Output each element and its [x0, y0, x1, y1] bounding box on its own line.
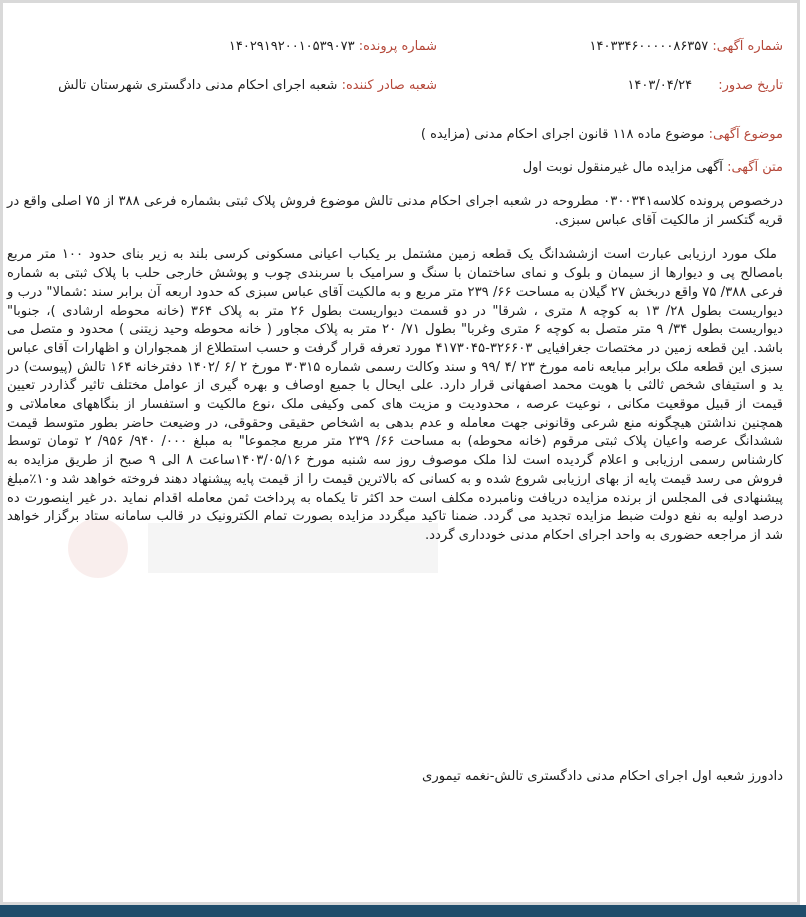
subject-value: موضوع ماده ۱۱۸ قانون اجرای احکام مدنی (مزایده )	[420, 127, 705, 142]
body-paragraph-1: درخصوص پرونده کلاسه۰۳۰۰۳۴۱ مطروحه در شعبه اجرای احکام مدنی تالش موضوع فروش پلاک ثبتی بشماره فرعی ۳۸۸ از ۷۵ اصلی واقع در قریه گتکسر از مالکیت آقای عباس سبزی.	[7, 194, 783, 228]
bottom-bar	[0, 905, 806, 917]
case-number-label: شماره پرونده:	[358, 39, 437, 54]
ad-text-field	[523, 160, 783, 175]
subject-label: موضوع آگهی:	[708, 127, 783, 142]
subject-field	[421, 127, 783, 142]
issue-date-field	[627, 78, 783, 93]
issuer-label: شعبه صادر کننده:	[341, 78, 437, 93]
issuer-field	[58, 78, 437, 93]
issue-date-label: تاریخ صدور:	[718, 78, 783, 93]
issue-date-value: ۱۴۰۳/۰۴/۲۴	[627, 78, 693, 93]
ad-number-label: شماره آگهی:	[712, 39, 783, 54]
notice-body	[7, 193, 783, 546]
case-number-value: ۱۴۰۲۹۱۹۲۰۰۱۰۵۳۹۰۷۳	[228, 39, 355, 54]
ad-text-value: آگهی مزایده مال غیرمنقول نوبت اول	[522, 160, 723, 175]
case-number-field	[229, 39, 437, 54]
issuer-value: شعبه اجرای احکام مدنی دادگستری شهرستان تالش	[58, 78, 338, 93]
ad-number-value: ۱۴۰۳۳۴۶۰۰۰۰۰۸۶۳۵۷	[589, 39, 709, 54]
ad-text-label: متن آگهی:	[727, 160, 783, 175]
body-paragraph-2: ملک مورد ارزیابی عبارت است ازششدانگ یک قطعه زمین مشتمل بر یکباب اعیانی مسکونی کرسی بلند به زیر بنای حدود ۱۰۰ متر مربع بامصالح پی و دیوارها از سیمان و بلوک و نمای ساختمان با سنگ و سرامیک با سربندی چوب و پوشش خارجی حلب با پلاک ثبتی به شماره فرعی ۳۸۸/ ۷۵ واقع دربخش ۲۷ گیلان به مساحت ۶۶/ ۲۳۹ متر مربع و به مالکیت آقای عباس سبزی که حدود اربعه آن برابر سند :شمالا" درب و دیواریست بطول ۲۸/ ۱۳ به کوچه ۸ متری ، شرقا" در دو قسمت دیواریست بطول ۲۶ متر به پلاک ۳۶۴ (خانه محوطه ارشادی )، جنوبا" دیواریست بطول ۳۴/ ۹ متر متصل به کوچه ۶ متری وغربا" بطول ۷۱/ ۲۰ متر به پلاک مجاور ( خانه محوطه وحید زیتنی ) محدود و متصل می باشد. این قطعه زمین در مختصات جغرافیایی ۳۲۶۶۰۳-۴۱۷۳۰۴۵ مورد تعرفه قرار گرفت و حسب استطلاع از همجواران و اظهارات آقای عباس سبزی این قطعه ملک برابر مبایعه نامه مورخ ۲۳ /۴ /۹۹ و سند وکالت رسمی شماره ۳۰۳۱۵ مورخ ۲ /۶ /۱۴۰۲ دفترخانه ۱۶۴ تالش (پیوست) در ید و استیفای شخص ثالثی با هویت محمد اصفهانی قرار دارد. علی ایحال با جمیع اوصاف و بهره گیری از عوامل مختلف تاثیر گذاردر تعیین قیمت از قبیل موقعیت مکانی ، نوعیت عرصه ، محدودیت و مزیت های کمی وکیفی ملک ،نوع مالکیت و استفسار از بنگاههای معاملاتی و همچنین نداشتن هیچگونه منع شرعی وقانونی جهت معامله و عدم بدهی به اشخاص حقیقی وحقوقی، در وضیعت حاضر بطور متوسط قیمت ششدانگ عرصه واعیان پلاک ثبتی مرقوم (خانه محوطه) به مساحت ۶۶/ ۲۳۹ متر مربع مجموعا" به مبلغ ۰۰۰/ ۹۴۰/ ۹۵۶/ ۲ تومان توسط کارشناس رسمی ارزیابی و اعلام گردیده است لذا ملک موصوف روز سه شنبه مورخ ۱۴۰۳/۰۵/۱۶ساعت ۸ الی ۹ صبح از طریق مزایده به فروش می رسد قیمت پایه از بهای ارزیابی شروع شده و به کسانی که بالاترین قیمت را از قیمت پایه پیشنهاد دهند فروخته خواهد شد و۱۰٪مبلغ پیشنهادی فی المجلس از برنده مزایده دریافت ونامبرده مکلف است حد اکثر تا یکماه به پرداخت ثمن معامله اقدام نماید .در غیر اینصورت ده درصد اولیه به نفع دولت ضبط مزایده تجدید می گردد. ضمنا تاکید میگردد مزایده بصورت تمام الکترونیک در قالب سامانه ستاد برگزار خواهد شد از مراجعه حضوری به واحد اجرای احکام مدنی خودداری گردد.	[7, 247, 784, 543]
ad-number-field	[590, 39, 783, 54]
signature-line: دادورز شعبه اول اجرای احکام مدنی دادگستری تالش-نغمه تیموری	[422, 769, 783, 784]
